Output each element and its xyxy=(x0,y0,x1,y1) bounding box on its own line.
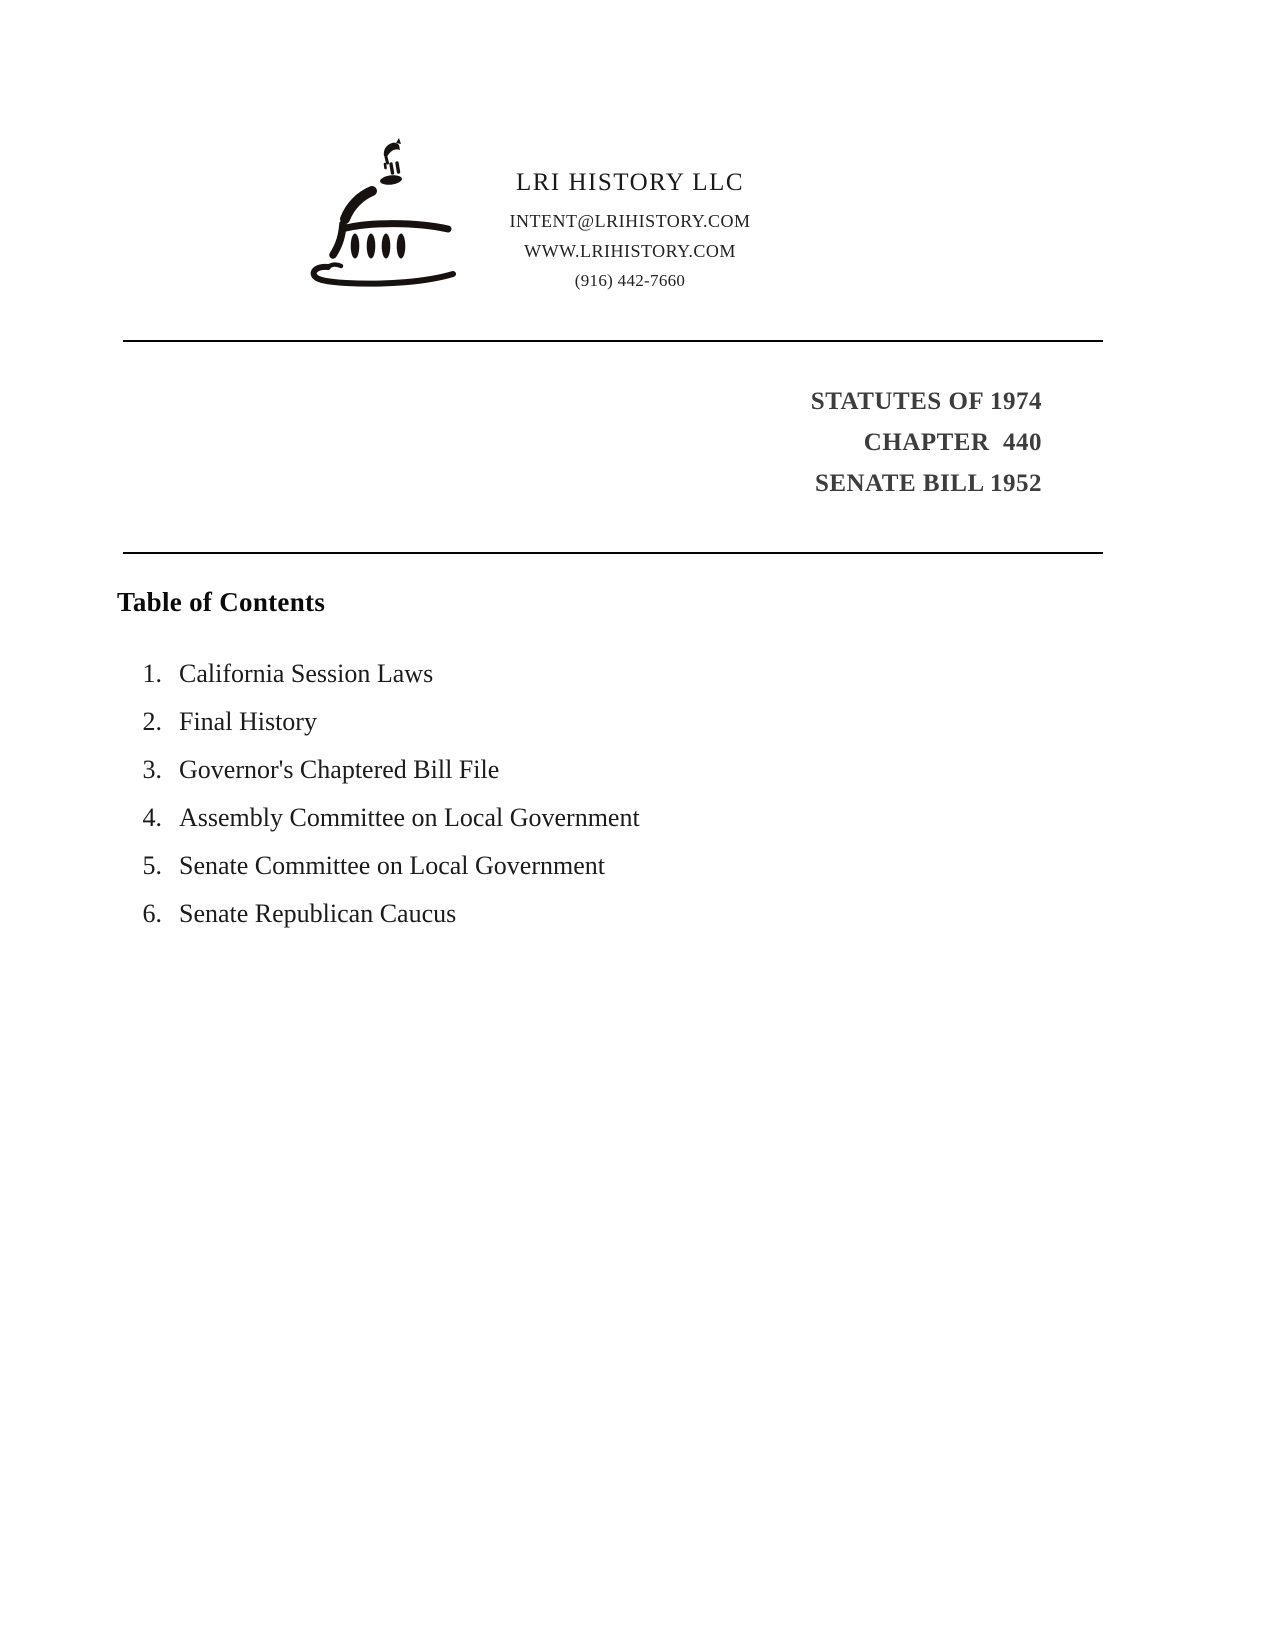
toc-item xyxy=(138,650,1038,698)
toc-item-number: 3. xyxy=(142,755,162,784)
toc-item xyxy=(138,890,1038,938)
company-name: LRI HISTORY LLC xyxy=(515,169,745,196)
chapter-line: CHAPTER 440 xyxy=(863,429,1042,456)
toc-list xyxy=(138,650,1038,938)
toc-item-number: 2. xyxy=(142,707,162,736)
toc-item-label: Senate Republican Caucus xyxy=(179,899,457,928)
company-website: WWW.LRIHISTORY.COM xyxy=(524,241,736,261)
toc-item-number: 4. xyxy=(142,803,162,832)
toc-item-label: Governor's Chaptered Bill File xyxy=(179,755,500,784)
toc-item-label: Final History xyxy=(179,707,317,736)
senate-bill-line: SENATE BILL 1952 xyxy=(814,470,1042,497)
company-phone: (916) 442-7660 xyxy=(574,271,686,290)
toc-item xyxy=(138,698,1038,746)
toc-item-number: 5. xyxy=(142,851,162,880)
letterhead xyxy=(430,168,830,296)
divider-bottom xyxy=(123,552,1103,554)
toc-item-number: 1. xyxy=(142,659,162,688)
toc-item xyxy=(138,746,1038,794)
toc-item-label: Senate Committee on Local Government xyxy=(179,851,605,880)
statutes-line: STATUTES OF 1974 xyxy=(810,388,1042,415)
toc-item-label: Assembly Committee on Local Government xyxy=(179,803,640,832)
divider-top xyxy=(123,340,1103,342)
document-reference xyxy=(811,381,1042,504)
toc-heading: Table of Contents xyxy=(117,587,326,617)
toc-item-label: California Session Laws xyxy=(179,659,434,688)
toc-item xyxy=(138,794,1038,842)
company-email: INTENT@LRIHISTORY.COM xyxy=(509,211,751,231)
toc-item-number: 6. xyxy=(142,899,162,928)
toc-item xyxy=(138,842,1038,890)
